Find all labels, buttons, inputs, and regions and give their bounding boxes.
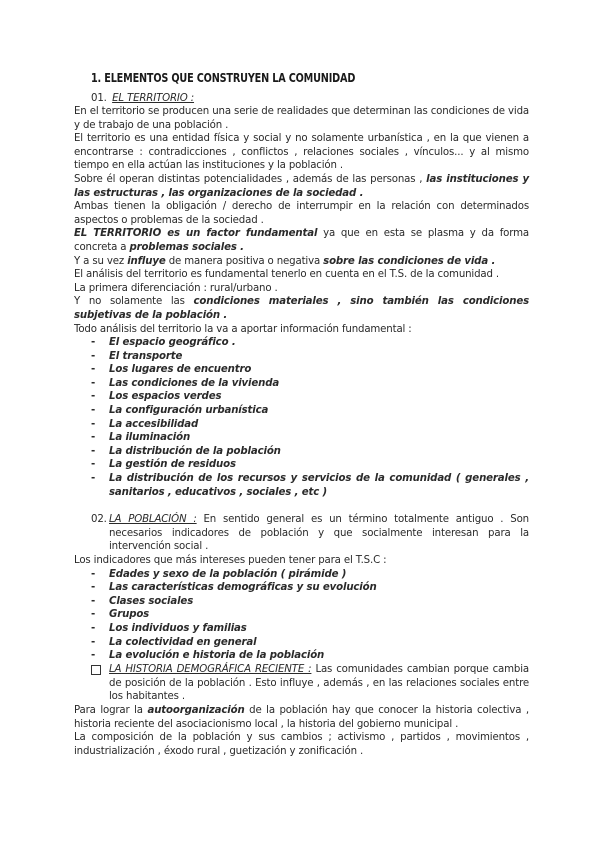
subsection-poblacion <box>91 513 529 554</box>
poblacion-title: LA POBLACIÓN : <box>109 514 197 525</box>
paragraph: La composición de la población y sus cambios ; activismo , partidos , movimientos , industrialización , éxodo rural , guetización y zonificación . <box>74 732 529 757</box>
paragraph: El análisis del territorio es fundamental tenerlo en cuenta en el T.S. de la comunidad . <box>74 269 500 281</box>
subsection-number: 02. <box>91 514 107 525</box>
list-item: - El transporte <box>74 350 529 364</box>
poblacion-list <box>74 568 529 663</box>
poblacion-body <box>74 554 529 663</box>
list-item: - La iluminación <box>74 431 529 445</box>
poblacion-text: LA POBLACIÓN : En sentido general es un término totalmente antiguo . Son necesarios indicadores de población y que socialmente interesan para la intervención social . <box>109 514 529 553</box>
paragraph: La primera diferenciación : rural/urbano . <box>74 282 278 294</box>
list-item: - La configuración urbanística <box>74 404 529 418</box>
historia-text: LA HISTORIA DEMOGRÁFICA RECIENTE : Las comunidades cambian porque cambia de posición de la población . Esto influye , además , en las relaciones sociales entre los habitantes . <box>109 664 530 703</box>
list-item: - Los lugares de encuentro <box>74 363 529 377</box>
list-item: - La colectividad en general <box>74 636 529 650</box>
territorio-body <box>74 105 529 499</box>
list-item: - Grupos <box>74 608 529 622</box>
paragraph: Sobre él operan distintas potencialidades , además de las personas , las instituciones y las estructuras , las organizaciones de la sociedad . <box>74 173 529 199</box>
list-item: - Las características demográficas y su evolución <box>74 581 529 595</box>
historia-title: LA HISTORIA DEMOGRÁFICA RECIENTE : <box>109 664 312 675</box>
list-item: - La accesibilidad <box>74 418 529 432</box>
list-item: - Clases sociales <box>74 595 529 609</box>
list-item: - El espacio geográfico . <box>74 336 529 350</box>
paragraph: Ambas tienen la obligación / derecho de interrumpir en la relación con determinados aspectos o problemas de la sociedad . <box>74 201 529 226</box>
section-heading: 1. ELEMENTOS QUE CONSTRUYEN LA COMUNIDAD <box>91 70 356 85</box>
list-item: - La evolución e historia de la población <box>74 649 529 663</box>
paragraph: Los indicadores que más intereses pueden tener para el T.S.C : <box>74 555 387 566</box>
territorio-title: EL TERRITORIO : <box>112 93 195 104</box>
list-item: - Los espacios verdes <box>74 390 529 404</box>
list-item: - La distribución de la población <box>74 445 529 459</box>
historia-body <box>74 704 529 758</box>
list-item: - Las condiciones de la vivienda <box>74 377 529 391</box>
paragraph: El territorio es una entidad física y social y no solamente urbanística , en la que vienen a encontrarse : contradicciones , conflictos , relaciones sociales , vínculos... y al mismo tiempo en ella actúan las instituciones y la población . <box>74 133 529 172</box>
paragraph: Y no solamente las condiciones materiales , sino también las condiciones subjetivas de la población . <box>74 296 529 321</box>
list-item: - La distribución de los recursos y servicios de la comunidad ( generales , sanitarios , educativos , sociales , etc ) <box>74 472 529 499</box>
subsection-historia <box>91 663 529 704</box>
list-item: - Los individuos y familias <box>74 622 529 636</box>
subsection-number: 01. <box>91 93 107 104</box>
paragraph: EL TERRITORIO es un factor fundamental ya que en esta se plasma y da forma concreta a problemas sociales . <box>74 228 529 253</box>
paragraph: En el territorio se producen una serie de realidades que determinan las condiciones de vida y de trabajo de una población . <box>74 106 529 131</box>
paragraph: Para lograr la autoorganización de la población hay que conocer la historia colectiva , historia reciente del asociacionismo local , la historia del gobierno municipal . <box>74 705 529 730</box>
territorio-list <box>74 336 529 499</box>
paragraph: Y a su vez influye de manera positiva o negativa sobre las condiciones de vida . <box>74 255 496 267</box>
subsection-territorio-title <box>91 92 194 106</box>
list-item: - Edades y sexo de la población ( pirámide ) <box>74 568 529 582</box>
paragraph: Todo análisis del territorio la va a aportar información fundamental : <box>74 323 412 335</box>
list-item: - La gestión de residuos <box>74 458 529 472</box>
checkbox-bullet-icon <box>91 665 101 675</box>
